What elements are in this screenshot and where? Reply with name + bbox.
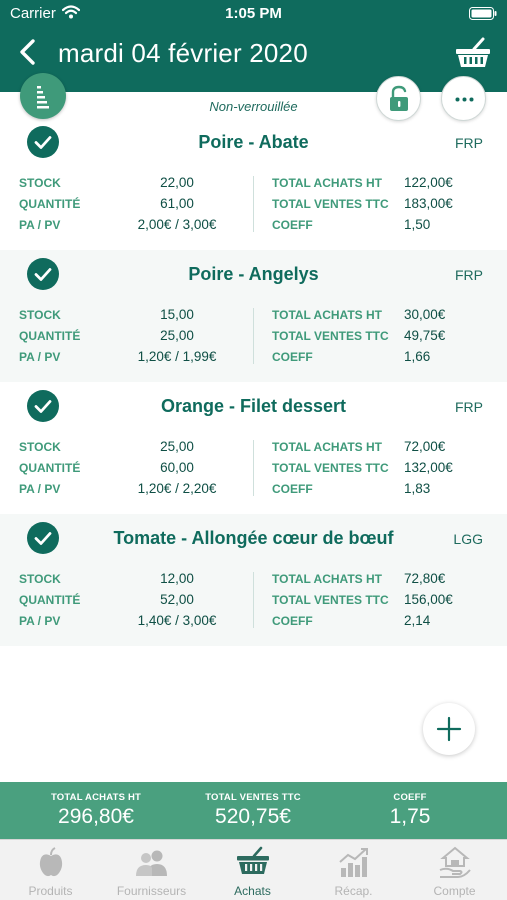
tab-compte[interactable] bbox=[404, 840, 505, 900]
quantity-label: QUANTITÉ bbox=[19, 197, 81, 211]
back-chevron-icon[interactable] bbox=[14, 37, 44, 67]
total-purchases-value: 72,80€ bbox=[404, 571, 446, 586]
stats-right bbox=[272, 438, 492, 501]
totals-bar bbox=[0, 782, 507, 839]
lock-status-label: Non-verrouillée bbox=[209, 99, 298, 114]
stock-value: 12,00 bbox=[160, 571, 194, 586]
coeff-label: COEFF bbox=[272, 218, 313, 232]
stock-label: STOCK bbox=[19, 176, 61, 190]
ellipsis-icon bbox=[442, 77, 487, 122]
check-circle-icon[interactable] bbox=[27, 258, 59, 290]
carrier-label: Carrier bbox=[10, 5, 56, 22]
total-sales-value: 156,00€ bbox=[404, 592, 453, 607]
total-purchases-label: TOTAL ACHATS HT bbox=[272, 176, 382, 190]
divider bbox=[253, 176, 254, 232]
product-card[interactable] bbox=[0, 250, 507, 382]
tab-label: Produits bbox=[28, 884, 73, 898]
total-sales-value: 520,75€ bbox=[215, 805, 291, 828]
total-purchases-value: 72,00€ bbox=[404, 439, 446, 454]
total-sales-label: TOTAL VENTES TTC bbox=[272, 461, 389, 475]
tab-label: Achats bbox=[234, 884, 271, 898]
plus-icon bbox=[423, 703, 475, 755]
product-name: Tomate - Allongée cœur de bœuf bbox=[113, 528, 394, 548]
list-view-button[interactable] bbox=[20, 73, 66, 119]
total-coeff-value: 1,75 bbox=[389, 805, 431, 828]
coeff-label: COEFF bbox=[272, 482, 313, 496]
stats-left bbox=[19, 570, 229, 633]
total-purchases-label: TOTAL ACHATS HT bbox=[272, 308, 382, 322]
stock-value: 15,00 bbox=[160, 307, 194, 322]
coeff-value: 1,83 bbox=[404, 481, 431, 496]
people-icon bbox=[135, 846, 169, 880]
tab-achats[interactable] bbox=[202, 840, 303, 900]
pa-pv-label: PA / PV bbox=[19, 614, 61, 628]
quantity-label: QUANTITÉ bbox=[19, 461, 81, 475]
total-purchases-label: TOTAL ACHATS HT bbox=[272, 440, 382, 454]
pa-pv-label: PA / PV bbox=[19, 218, 61, 232]
total-sales-label: TOTAL VENTES TTC bbox=[272, 593, 389, 607]
add-product-button[interactable] bbox=[423, 703, 475, 755]
tab-label: Fournisseurs bbox=[116, 884, 187, 898]
product-list bbox=[0, 118, 507, 646]
pa-pv-label: PA / PV bbox=[19, 482, 61, 496]
chart-icon bbox=[337, 846, 371, 880]
divider bbox=[253, 572, 254, 628]
stats-left bbox=[19, 438, 229, 501]
pa-pv-label: PA / PV bbox=[19, 350, 61, 364]
product-name: Poire - Abate bbox=[198, 132, 309, 152]
list-icon bbox=[20, 73, 66, 119]
divider bbox=[253, 440, 254, 496]
unlock-icon bbox=[377, 77, 422, 122]
pa-pv-value: 2,00€ / 3,00€ bbox=[137, 217, 217, 232]
stats-right bbox=[272, 570, 492, 633]
quantity-value: 52,00 bbox=[160, 592, 194, 607]
total-purchases bbox=[36, 792, 156, 829]
tab-bar bbox=[0, 839, 507, 900]
total-coeff bbox=[350, 792, 470, 829]
pa-pv-value: 1,20€ / 1,99€ bbox=[137, 349, 217, 364]
coeff-label: COEFF bbox=[272, 350, 313, 364]
product-code: FRP bbox=[455, 267, 483, 283]
total-sales-label: TOTAL VENTES TTC bbox=[272, 329, 389, 343]
quantity-value: 61,00 bbox=[160, 196, 194, 211]
more-options-button[interactable] bbox=[441, 76, 486, 121]
product-code: LGG bbox=[453, 531, 483, 547]
product-code: FRP bbox=[455, 399, 483, 415]
tab-fournisseurs[interactable] bbox=[101, 840, 202, 900]
check-circle-icon[interactable] bbox=[27, 126, 59, 158]
product-code: FRP bbox=[455, 135, 483, 151]
total-sales bbox=[193, 792, 313, 829]
total-purchases-value: 122,00€ bbox=[404, 175, 453, 190]
app-header bbox=[0, 0, 507, 92]
coeff-value: 1,50 bbox=[404, 217, 431, 232]
total-sales-label: TOTAL VENTES TTC bbox=[205, 792, 301, 803]
stock-label: STOCK bbox=[19, 572, 61, 586]
coeff-value: 1,66 bbox=[404, 349, 431, 364]
quantity-label: QUANTITÉ bbox=[19, 329, 81, 343]
check-circle-icon[interactable] bbox=[27, 390, 59, 422]
product-card[interactable] bbox=[0, 382, 507, 514]
total-purchases-value: 30,00€ bbox=[404, 307, 446, 322]
hand-house-icon bbox=[438, 846, 472, 880]
quantity-value: 60,00 bbox=[160, 460, 194, 475]
coeff-label: COEFF bbox=[272, 614, 313, 628]
page-title: mardi 04 février 2020 bbox=[58, 38, 308, 68]
stats-right bbox=[272, 306, 492, 369]
product-card[interactable] bbox=[0, 514, 507, 646]
quantity-label: QUANTITÉ bbox=[19, 593, 81, 607]
stock-label: STOCK bbox=[19, 308, 61, 322]
pa-pv-value: 1,40€ / 3,00€ bbox=[137, 613, 217, 628]
basket-icon[interactable] bbox=[453, 36, 493, 70]
tab-recap[interactable] bbox=[303, 840, 404, 900]
status-bar bbox=[0, 0, 507, 28]
product-name: Poire - Angelys bbox=[188, 264, 319, 284]
total-purchases-value: 296,80€ bbox=[58, 805, 134, 828]
product-card[interactable] bbox=[0, 118, 507, 250]
pa-pv-value: 1,20€ / 2,20€ bbox=[137, 481, 217, 496]
check-circle-icon[interactable] bbox=[27, 522, 59, 554]
total-sales-label: TOTAL VENTES TTC bbox=[272, 197, 389, 211]
tab-produits[interactable] bbox=[0, 840, 101, 900]
stats-left bbox=[19, 174, 229, 237]
total-sales-value: 49,75€ bbox=[404, 328, 446, 343]
product-name: Orange - Filet dessert bbox=[160, 396, 347, 416]
lock-toggle-button[interactable] bbox=[376, 76, 421, 121]
quantity-value: 25,00 bbox=[160, 328, 194, 343]
status-time: 1:05 PM bbox=[225, 5, 282, 22]
battery-icon bbox=[469, 7, 497, 20]
total-coeff-label: COEFF bbox=[393, 792, 427, 803]
stock-value: 22,00 bbox=[160, 175, 194, 190]
stock-label: STOCK bbox=[19, 440, 61, 454]
total-purchases-label: TOTAL ACHATS HT bbox=[272, 572, 382, 586]
total-purchases-label: TOTAL ACHATS HT bbox=[50, 792, 142, 803]
total-sales-value: 183,00€ bbox=[404, 196, 453, 211]
basket-icon bbox=[236, 846, 270, 880]
stock-value: 25,00 bbox=[160, 439, 194, 454]
total-sales-value: 132,00€ bbox=[404, 460, 453, 475]
stats-right bbox=[272, 174, 492, 237]
tab-label: Récap. bbox=[334, 884, 373, 898]
stats-left bbox=[19, 306, 229, 369]
coeff-value: 2,14 bbox=[404, 613, 431, 628]
tab-label: Compte bbox=[433, 884, 476, 898]
apple-icon bbox=[34, 846, 68, 880]
divider bbox=[253, 308, 254, 364]
